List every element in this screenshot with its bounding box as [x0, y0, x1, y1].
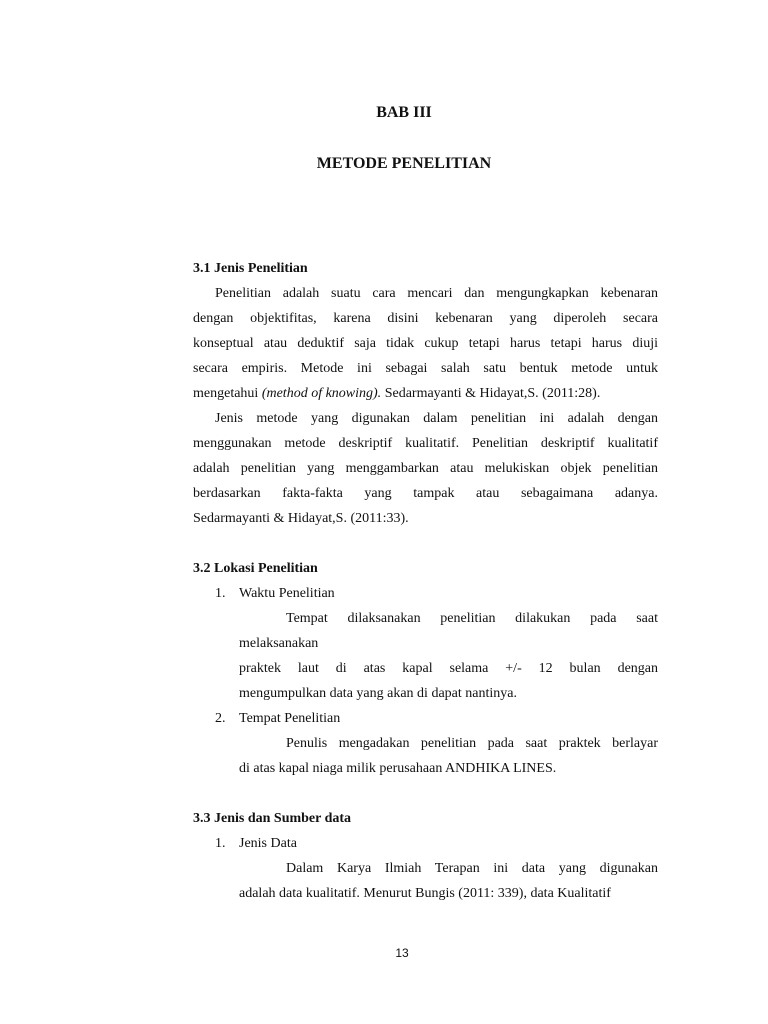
paragraph-line: Tempat dilaksanakan penelitian dilakukan pada saat	[286, 611, 658, 626]
paragraph-line: di atas kapal niaga milik perusahaan ANDHIKA LINES.	[239, 761, 557, 776]
paragraph-line: melaksanakan	[239, 636, 319, 651]
document-body	[193, 256, 658, 906]
section-heading-3-3: 3.3 Jenis dan Sumber data	[193, 811, 352, 826]
paragraph-line: Penelitian adalah suatu cara mencari dan mengungkapkan kebenaran	[215, 286, 658, 301]
paragraph-line	[193, 381, 658, 406]
paragraph-jenis-penelitian-2	[193, 406, 658, 531]
paragraph-line: adalah data kualitatif. Menurut Bungis (2011: 339), data Kualitatif	[239, 886, 611, 901]
list-item-label: Waktu Penelitian	[239, 586, 335, 601]
paragraph-line: berdasarkan fakta-fakta yang tampak atau sebagaimana adanya.	[193, 486, 658, 501]
list-item-jenis-data	[193, 831, 658, 856]
page-number: 13	[395, 946, 409, 960]
list-item-label: Tempat Penelitian	[239, 711, 341, 726]
section-heading-3-2: 3.2 Lokasi Penelitian	[193, 561, 318, 576]
list-item-body-waktu	[193, 606, 658, 706]
paragraph-line: Penulis mengadakan penelitian pada saat praktek berlayar	[286, 736, 658, 751]
paragraph-line: adalah penelitian yang menggambarkan atau melukiskan objek penelitian	[193, 461, 658, 476]
list-item-body-tempat	[193, 731, 658, 781]
paragraph-jenis-penelitian-1	[193, 281, 658, 406]
paragraph-line: Jenis metode yang digunakan dalam penelitian ini adalah dengan	[215, 411, 658, 426]
text-fragment: mengetahui	[193, 386, 262, 401]
list-number: 1.	[215, 586, 226, 601]
chapter-title: METODE PENELITIAN	[316, 155, 492, 172]
chapter-number: BAB III	[376, 104, 432, 121]
paragraph-line: konseptual atau deduktif saja tidak cukup tetapi harus tetapi harus diuji	[193, 336, 658, 351]
list-item-waktu-penelitian	[193, 581, 658, 606]
list-item-label: Jenis Data	[239, 836, 297, 851]
section-heading-3-1: 3.1 Jenis Penelitian	[193, 261, 308, 276]
paragraph-line: Dalam Karya Ilmiah Terapan ini data yang digunakan	[286, 861, 658, 876]
paragraph-line: dengan objektifitas, karena disini kebenaran yang diperoleh secara	[193, 311, 658, 326]
list-number: 2.	[215, 711, 226, 726]
paragraph-line: mengumpulkan data yang akan di dapat nantinya.	[239, 686, 517, 701]
list-item-body-jenis-data	[193, 856, 658, 906]
paragraph-line: Sedarmayanti & Hidayat,S. (2011:33).	[193, 511, 409, 526]
italic-phrase: (method of knowing).	[261, 386, 382, 401]
list-number: 1.	[215, 836, 226, 851]
citation: Sedarmayanti & Hidayat,S. (2011:28).	[381, 386, 601, 401]
paragraph-line: menggunakan metode deskriptif kualitatif. Penelitian deskriptif kualitatif	[193, 436, 658, 451]
paragraph-line: praktek laut di atas kapal selama +/- 12 bulan dengan	[239, 661, 658, 676]
paragraph-line: secara empiris. Metode ini sebagai salah satu bentuk metode untuk	[193, 361, 658, 376]
list-item-tempat-penelitian	[193, 706, 658, 731]
